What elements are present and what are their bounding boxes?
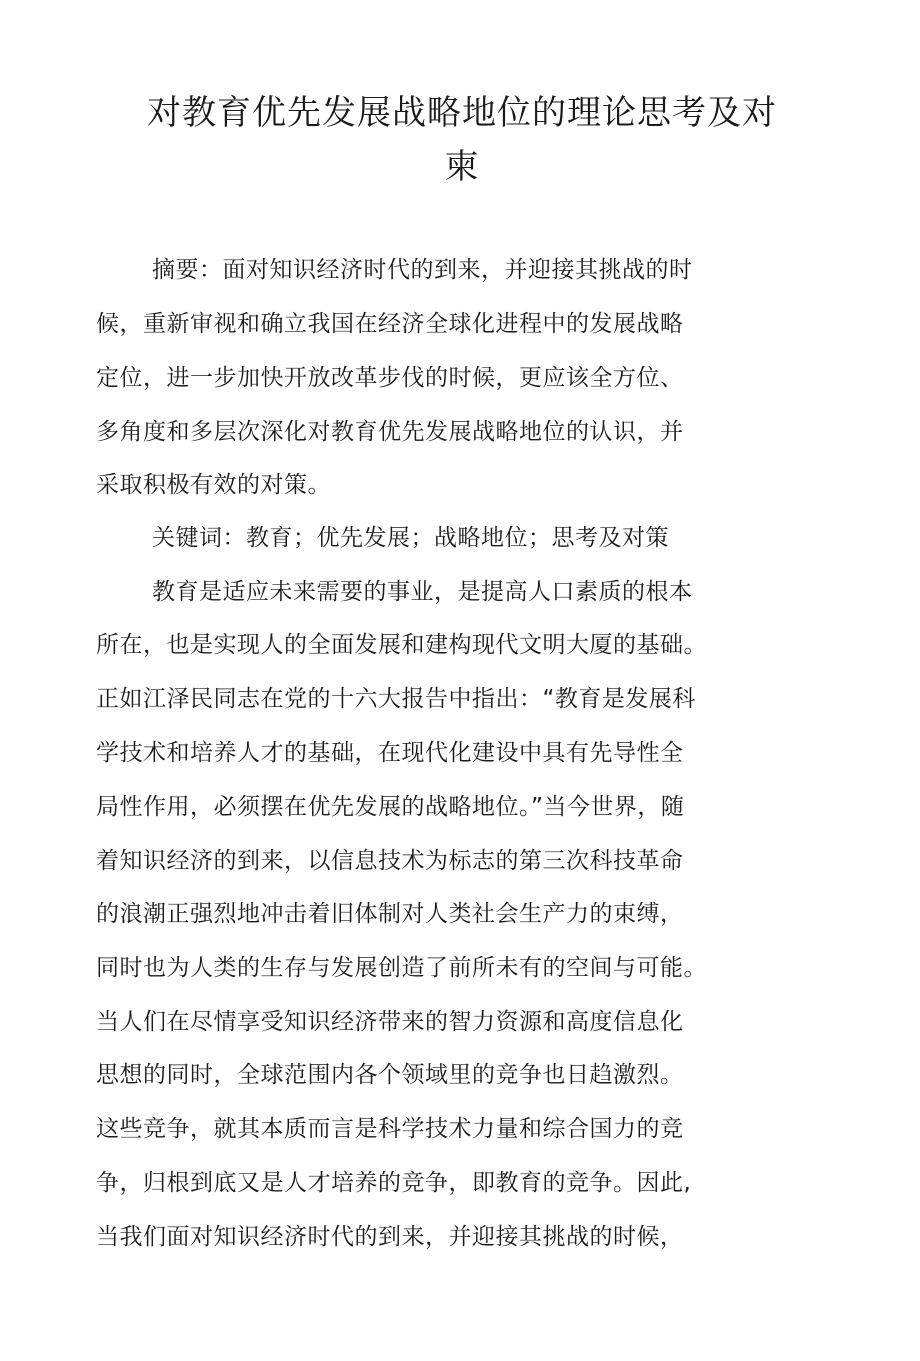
title-line-1: 对教育优先发展战略地位的理论思考及对 — [147, 93, 777, 133]
abstract-line: 采取积极有效的对策。 — [96, 472, 331, 498]
abstract-line: 候，重新审视和确立我国在经济全球化进程中的发展战略 — [96, 311, 684, 337]
body-line: 教育是适应未来需要的事业，是提高人口素质的根本 — [152, 579, 693, 605]
body-line: 争，归根到底又是人才培养的竞争，即教育的竞争。因此, — [96, 1170, 692, 1196]
body-line: 局性作用，必须摆在优先发展的战略地位。”当今世界，随 — [96, 794, 685, 820]
document-title — [100, 86, 824, 194]
body-line: 学技术和培养人才的基础，在现代化建设中具有先导性全 — [96, 740, 684, 766]
keywords-line: 关键词：教育；优先发展；战略地位；思考及对策 — [152, 525, 669, 551]
body-line: 的浪潮正强烈地冲击着旧体制对人类社会生产力的束缚， — [96, 901, 684, 927]
body-line: 这些竞争，就其本质而言是科学技术力量和综合国力的竞 — [96, 1116, 684, 1142]
abstract-line: 多角度和多层次深化对教育优先发展战略地位的认识，并 — [96, 419, 684, 445]
body-line: 当人们在尽情享受知识经济带来的智力资源和高度信息化 — [96, 1009, 684, 1035]
body-line: 所在，也是实现人的全面发展和建构现代文明大厦的基础。 — [96, 632, 707, 658]
abstract-line: 摘要：面对知识经济时代的到来，并迎接其挑战的时 — [152, 257, 693, 283]
body-line: 当我们面对知识经济时代的到来，并迎接其挑战的时候， — [96, 1224, 684, 1250]
body-line: 着知识经济的到来，以信息技术为标志的第三次科技革命 — [96, 848, 684, 874]
title-line-2: 柬 — [444, 147, 480, 187]
body-line: 同时也为人类的生存与发展创造了前所未有的空间与可能。 — [96, 955, 707, 981]
body-line: 思想的同时，全球范围内各个领域里的竞争也日趋激烈。 — [96, 1062, 684, 1088]
body-line: 正如江泽民同志在党的十六大报告中指出：“教育是发展科 — [96, 686, 696, 712]
abstract-line: 定位，进一步加快开放改革步伐的时候，更应该全方位、 — [96, 365, 684, 391]
